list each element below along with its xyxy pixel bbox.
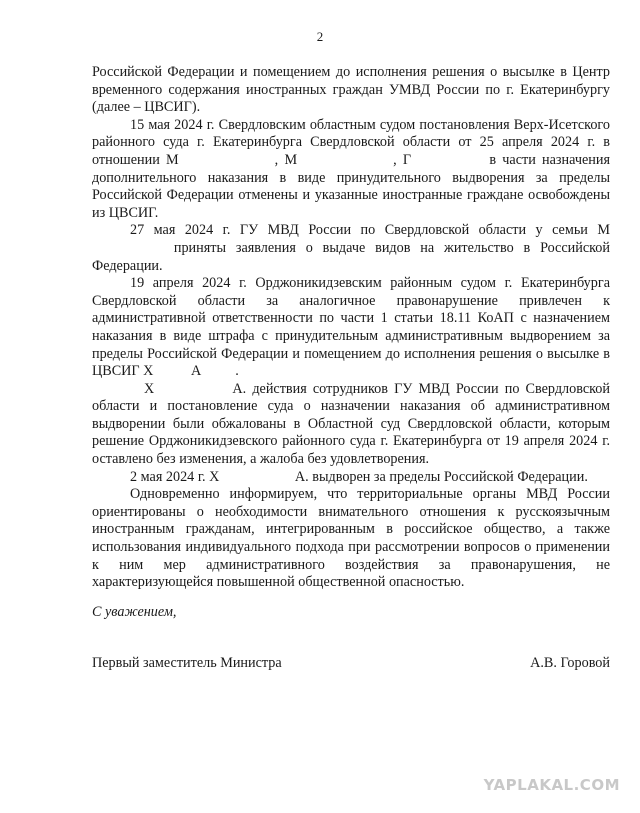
paragraph-5-text-b: А. действия сотрудников ГУ МВД России по Свердловской области и постановление суда о назначении наказания об административном выдворении были обжалованы в Областной суд Свердловской области, которым решение Орджоникидзевского районного суда г. Екатеринбурга от 19 апреля 2024 г. оставлено без изменения, а жалоба без удовлетворения.: [92, 380, 610, 468]
paragraph-4-text-b: А: [187, 363, 202, 380]
redacted-name: [219, 471, 291, 481]
paragraph-6: [92, 469, 610, 487]
paragraph-4-text-c: .: [235, 363, 239, 380]
closing-phrase: С уважением,: [92, 604, 177, 620]
paragraph-4-text-a: 19 апреля 2024 г. Орджоникидзевским районным судом г. Екатеринбурга Свердловской области за аналогичное правонарушение привлечен к административной ответственности по части 1 статьи 18.11 КоАП с назначением наказания в виде штрафа с принудительным административным выдворением за пределы Российской Федерации и помещением до исполнения решения о высылке в ЦВСИГ Х: [92, 275, 610, 380]
paragraph-5: [92, 381, 610, 469]
signatory-title: Первый заместитель Министра: [92, 655, 282, 671]
redacted-name: [154, 383, 226, 393]
paragraph-2-text-b: , М: [274, 151, 298, 168]
paragraph-4: [92, 275, 610, 381]
paragraph-2-text-a: 15 мая 2024 г. Свердловским областным судом постановления Верх-Исетского районного суда г. Екатеринбурга Свердловской области от 25 апреля 2024 г. в отношении М: [92, 116, 610, 168]
redacted-name: [92, 242, 164, 252]
signatory-name: А.В. Горовой: [530, 655, 610, 671]
paragraph-5-text-a: Х: [144, 380, 155, 397]
paragraph-2: [92, 117, 610, 223]
redacted-name: [153, 365, 187, 375]
paragraph-2-text-d: в части назначения дополнительного наказания в виде принудительного выдворения за пределы Российской Федерации отменены и указанные иностранные граждане освобождены из ЦВСИГ.: [92, 151, 610, 221]
paragraph-2-text-c: , Г: [393, 151, 412, 168]
letter-body: [92, 64, 610, 592]
redacted-name: [179, 154, 275, 164]
paragraph-1: Российской Федерации и помещением до исполнения решения о высылке в Центр временного содержания иностранных граждан УМВД России по г. Екатеринбургу (далее – ЦВСИГ).: [92, 64, 610, 116]
signature-block: [92, 655, 610, 672]
paragraph-3: [92, 222, 610, 275]
redacted-name: [411, 154, 483, 164]
watermark: YAPLAKAL.COM: [483, 776, 620, 794]
paragraph-7: Одновременно информируем, что территориальные органы МВД России ориентированы о необходимости внимательного отношения к русскоязычным иностранным гражданам, интегрированным в российское общество, а также использования индивидуального подхода при рассмотрении вопросов о применении к ним мер административного воздействия за правонарушения, не характеризующейся повышенной общественной опасностью.: [92, 486, 610, 591]
page-number: 2: [316, 29, 324, 44]
paragraph-6-text-b: А. выдворен за пределы Российской Федерации.: [291, 468, 588, 485]
paragraph-6-text-a: 2 мая 2024 г. Х: [130, 468, 220, 485]
paragraph-3-text-a: 27 мая 2024 г. ГУ МВД России по Свердловской области у семьи М: [130, 222, 610, 239]
redacted-name: [201, 365, 235, 375]
redacted-name: [297, 154, 393, 164]
paragraph-3-text-b: приняты заявления о выдаче видов на жительство в Российской Федерации.: [92, 239, 610, 274]
